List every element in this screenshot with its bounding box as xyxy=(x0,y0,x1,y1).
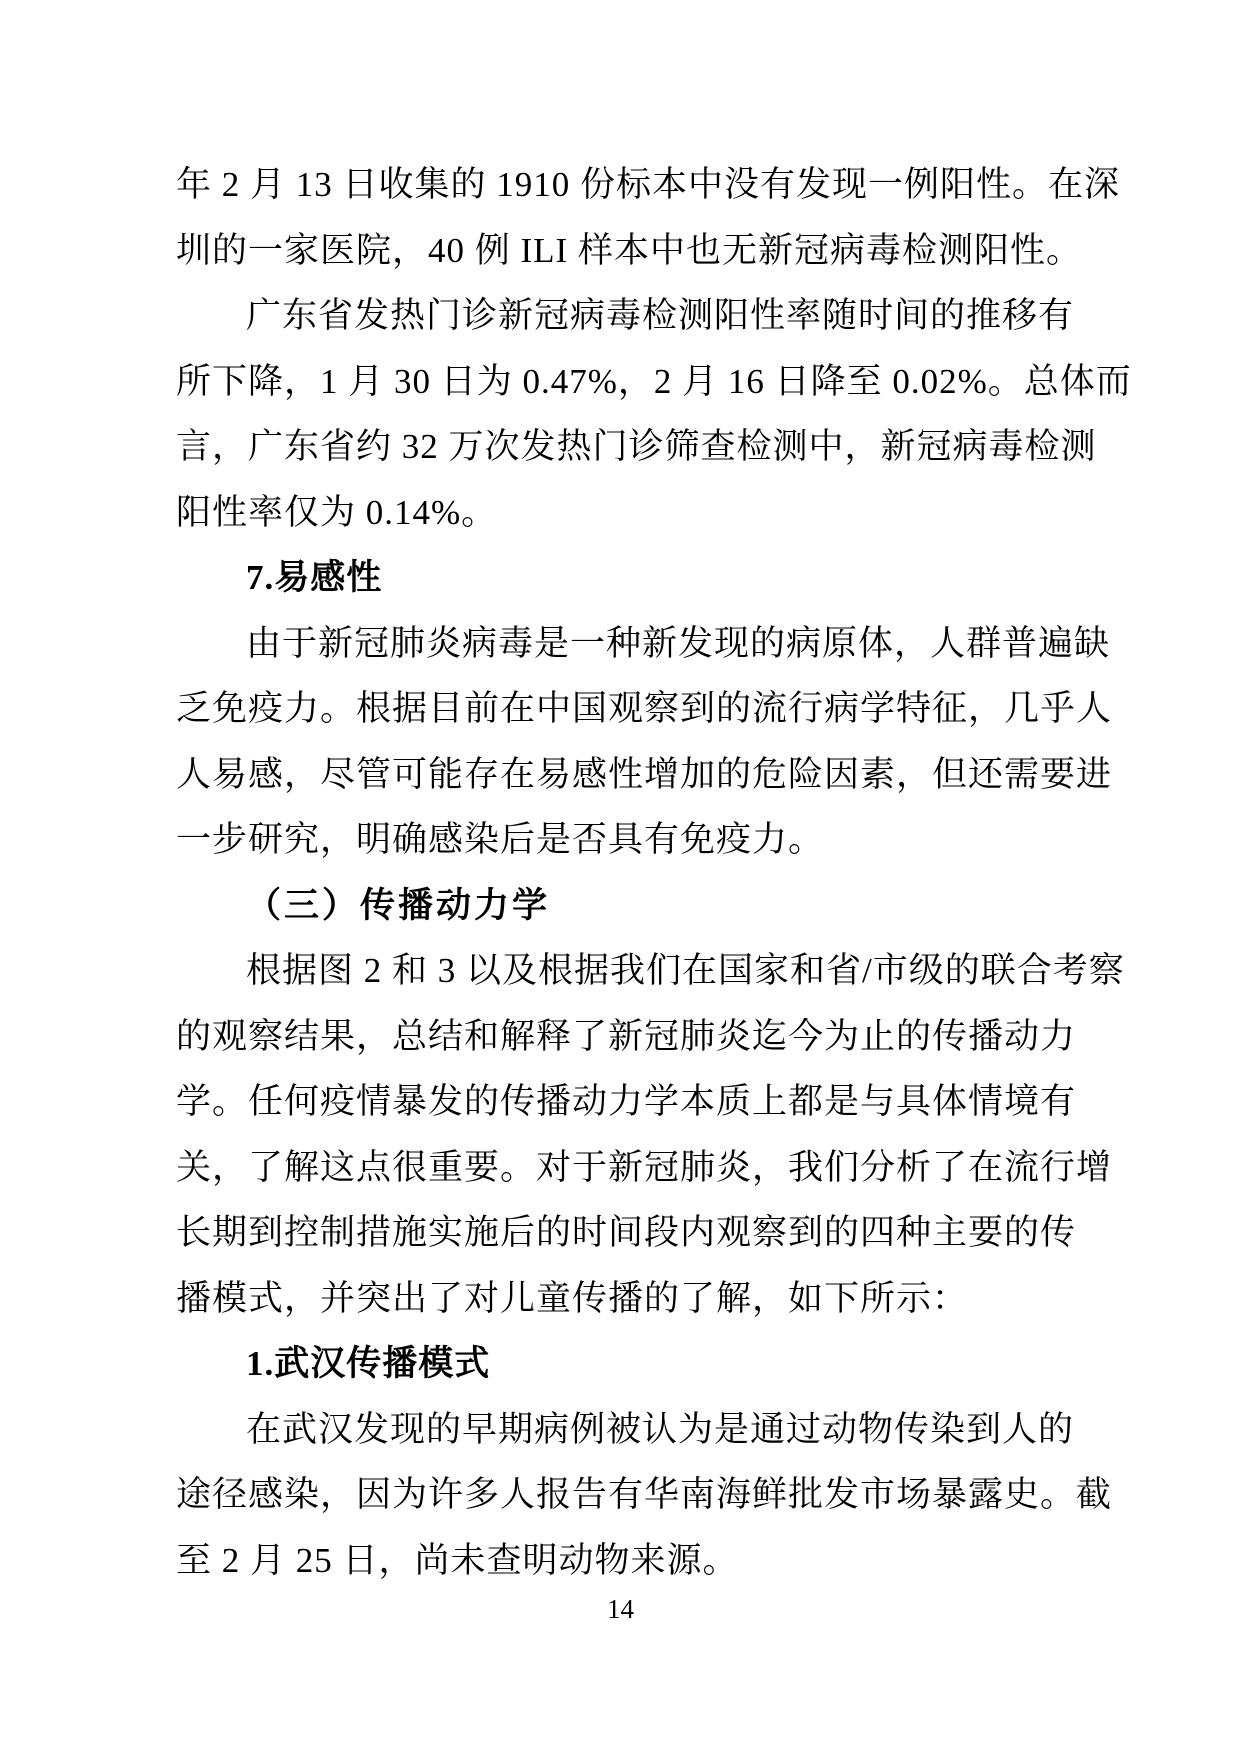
text-line: 播模式，并突出了对儿童传播的了解，如下所示： xyxy=(176,1278,969,1318)
section-heading: 7.易感性 xyxy=(246,558,383,597)
text-line: 的观察结果，总结和解释了新冠肺炎迄今为止的传播动力 xyxy=(176,1016,1077,1056)
text-line: 长期到控制措施实施后的时间段内观察到的四种主要的传 xyxy=(176,1213,1077,1252)
text-line: 人易感，尽管可能存在易感性增加的危险因素，但还需要进 xyxy=(176,754,1113,794)
text-line: 根据图 2 和 3 以及根据我们在国家和省/市级的联合考察 xyxy=(246,951,1125,990)
text-line: 所下降，1 月 30 日为 0.47%，2 月 16 日降至 0.02%。总体而 xyxy=(176,361,1132,401)
text-line: 年 2 月 13 日收集的 1910 份标本中没有发现一例阳性。在深 xyxy=(176,165,1121,204)
section-heading: （三）传播动力学 xyxy=(246,885,551,925)
text-line: 在武汉发现的早期病例被认为是通过动物传染到人的 xyxy=(246,1409,1075,1449)
text-line: 乏免疫力。根据目前在中国观察到的流行病学特征，几乎人 xyxy=(176,689,1113,728)
text-line: 学。任何疫情暴发的传播动力学本质上都是与具体情境有 xyxy=(176,1082,1077,1121)
text-line: 至 2 月 25 日，尚未查明动物来源。 xyxy=(176,1540,739,1580)
page-number: 14 xyxy=(607,1594,634,1624)
text-line: 关，了解这点很重要。对于新冠肺炎，我们分析了在流行增 xyxy=(176,1147,1113,1187)
text-line: 广东省发热门诊新冠病毒检测阳性率随时间的推移有 xyxy=(246,296,1075,335)
section-heading: 1.武汉传播模式 xyxy=(246,1344,491,1383)
text-line: 圳的一家医院，40 例 ILI 样本中也无新冠病毒检测阳性。 xyxy=(176,230,1082,270)
text-line: 由于新冠肺炎病毒是一种新发现的病原体，人群普遍缺 xyxy=(246,623,1111,663)
document-body xyxy=(176,152,1132,1593)
text-line: 阳性率仅为 0.14%。 xyxy=(176,492,498,532)
text-line: 言，广东省约 32 万次发热门诊筛查检测中，新冠病毒检测 xyxy=(176,427,1097,466)
text-line: 一步研究，明确感染后是否具有免疫力。 xyxy=(176,820,825,859)
text-line: 途径感染，因为许多人报告有华南海鲜批发市场暴露史。截 xyxy=(176,1475,1113,1514)
